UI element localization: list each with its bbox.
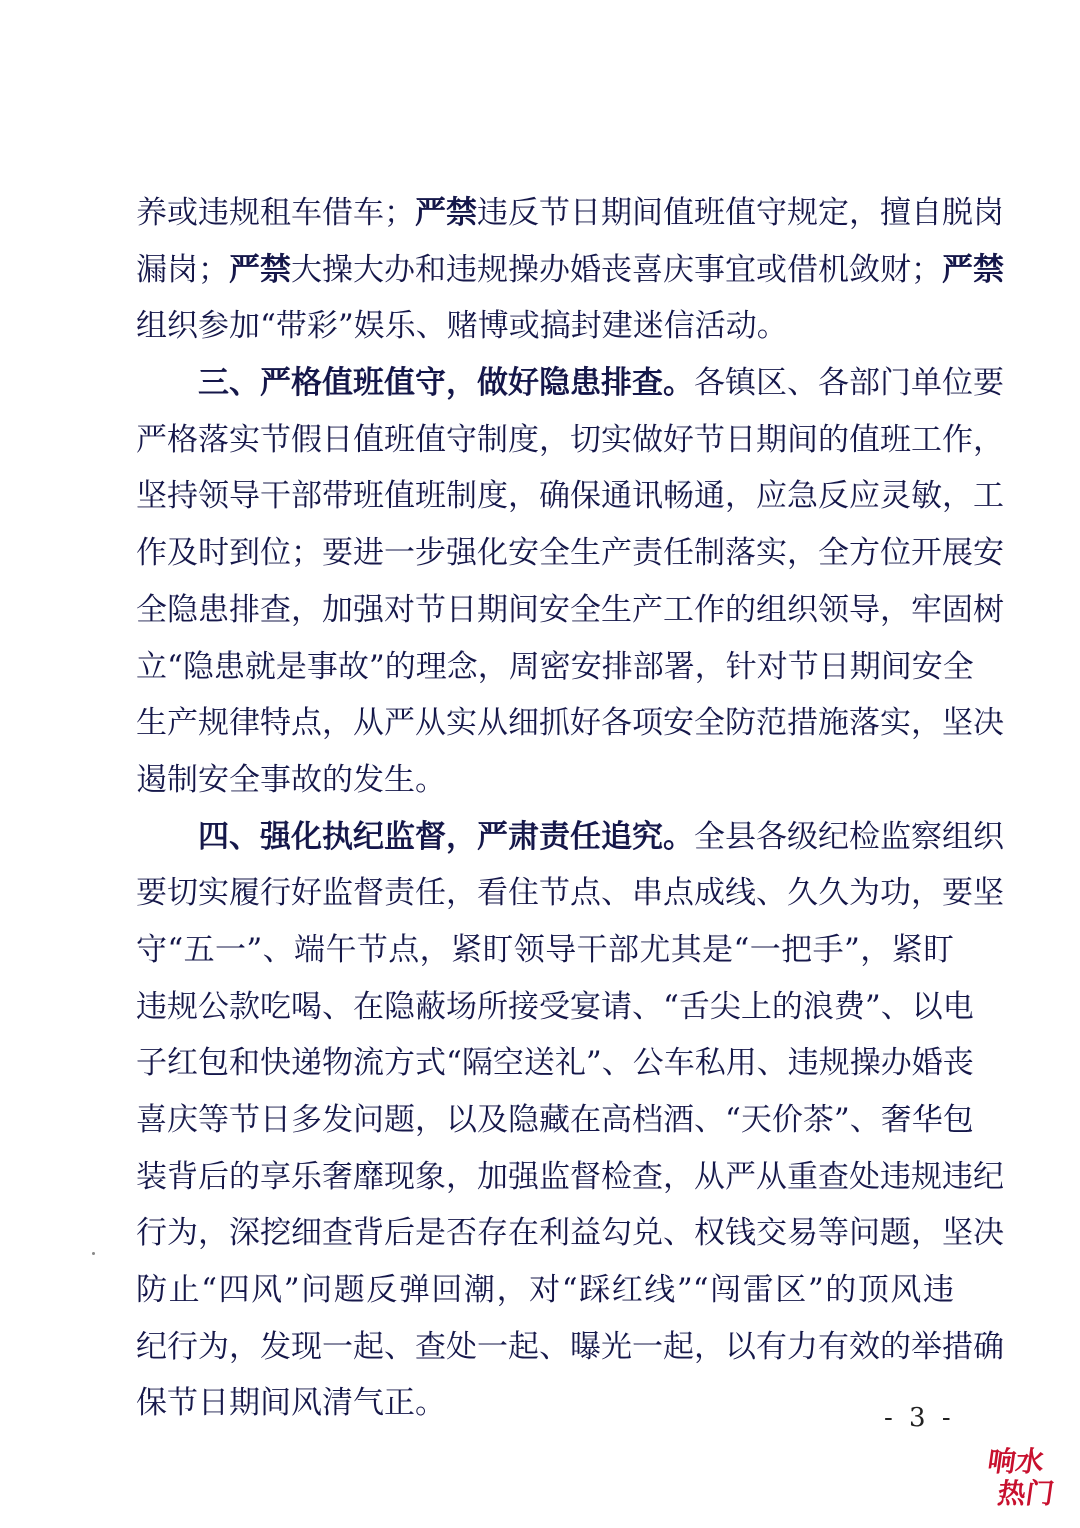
text-segment: 组织参加“带彩”娱乐、赌博或搞封建迷信活动。	[136, 308, 788, 345]
text-line	[136, 242, 1004, 299]
text-segment: 养或违规租车借车；	[136, 195, 415, 231]
text-segment: 保节日期间风清气正。	[136, 1385, 446, 1422]
watermark-line1: 响水	[985, 1445, 1047, 1478]
bold-text-segment: 严禁	[415, 195, 477, 231]
text-segment: 漏岗；	[136, 251, 229, 288]
text-line	[136, 979, 974, 1036]
text-line	[136, 922, 954, 979]
text-line	[136, 639, 974, 696]
text-line	[136, 468, 1004, 525]
text-segment: 坚持领导干部带班值班制度，确保通讯畅通，应急反应灵敏，工	[136, 478, 1004, 515]
text-line	[136, 1262, 954, 1319]
text-line	[136, 752, 954, 809]
text-line	[136, 1092, 974, 1149]
text-line	[136, 582, 1004, 639]
watermark-line2: 热门	[995, 1477, 1057, 1510]
bold-text-segment: 严禁	[942, 251, 1004, 288]
text-segment: 子红包和快递物流方式“隔空送礼”、公车私用、违规操办婚丧	[136, 1045, 974, 1082]
text-line	[136, 525, 1004, 582]
text-line	[136, 412, 1004, 469]
text-segment: 守“五一”、端午节点，紧盯领导干部尤其是“一把手”，紧盯	[136, 931, 954, 968]
text-segment: 违规公款吃喝、在隐蔽场所接受宴请、“舌尖上的浪费”、以电	[136, 988, 974, 1025]
bold-text-segment: 四、强化执纪监督，严肃责任追究。	[198, 818, 694, 855]
text-line	[136, 355, 1004, 412]
bold-text-segment: 严禁	[229, 251, 291, 288]
text-segment: 大操大办和违规操办婚丧喜庆事宜或借机敛财；	[291, 251, 942, 288]
page-number: - 3 -	[884, 1403, 955, 1433]
text-segment: 全县各级纪检监察组织	[694, 818, 1004, 855]
text-segment: 违反节日期间值班值守规定，擅自脱岗	[477, 195, 1004, 231]
text-line	[136, 1205, 1004, 1262]
bold-text-segment: 三、严格值班值守，做好隐患排查。	[198, 365, 694, 402]
text-segment: 纪行为，发现一起、查处一起、曝光一起，以有力有效的举措确	[136, 1328, 1004, 1365]
text-line	[136, 1035, 974, 1092]
text-segment: 遏制安全事故的发生。	[136, 761, 446, 798]
text-line	[136, 695, 1004, 752]
text-segment: 各镇区、各部门单位要	[694, 365, 1004, 402]
text-segment: 全隐患排查，加强对节日期间安全生产工作的组织领导，牢固树	[136, 591, 1004, 628]
text-line	[136, 1375, 954, 1432]
text-segment: 喜庆等节日多发问题，以及隐藏在高档酒、“天价茶”、奢华包	[136, 1102, 974, 1138]
text-segment: 装背后的享乐奢靡现象，加强监督检查，从严从重查处违规违纪	[136, 1158, 1004, 1195]
text-segment: 生产规律特点，从严从实从细抓好各项安全防范措施落实，坚决	[136, 705, 1004, 742]
text-line	[136, 1149, 1004, 1206]
text-segment: 防止“四风”问题反弹回潮，对“踩红线”“闯雷区”的顶风违	[136, 1272, 954, 1309]
text-segment: 立“隐患就是事故”的理念，周密安排部署，针对节日期间安全	[136, 648, 974, 685]
text-segment: 要切实履行好监督责任，看住节点、串点成线、久久为功，要坚	[136, 875, 1004, 912]
text-segment: 严格落实节假日值班值守制度，切实做好节日期间的值班工作，	[136, 421, 1004, 458]
text-segment: 行为，深挖细查背后是否存在利益勾兑、权钱交易等问题，坚决	[136, 1215, 1004, 1252]
text-line	[136, 298, 954, 355]
text-line	[136, 865, 1004, 922]
text-line	[136, 809, 1004, 866]
watermark-logo	[986, 1440, 1066, 1510]
text-line	[136, 1319, 1004, 1376]
scan-speck	[92, 1252, 95, 1255]
text-line	[136, 185, 1004, 242]
text-segment: 作及时到位；要进一步强化安全生产责任制落实，全方位开展安	[136, 535, 1004, 572]
document-body	[136, 185, 1004, 1432]
